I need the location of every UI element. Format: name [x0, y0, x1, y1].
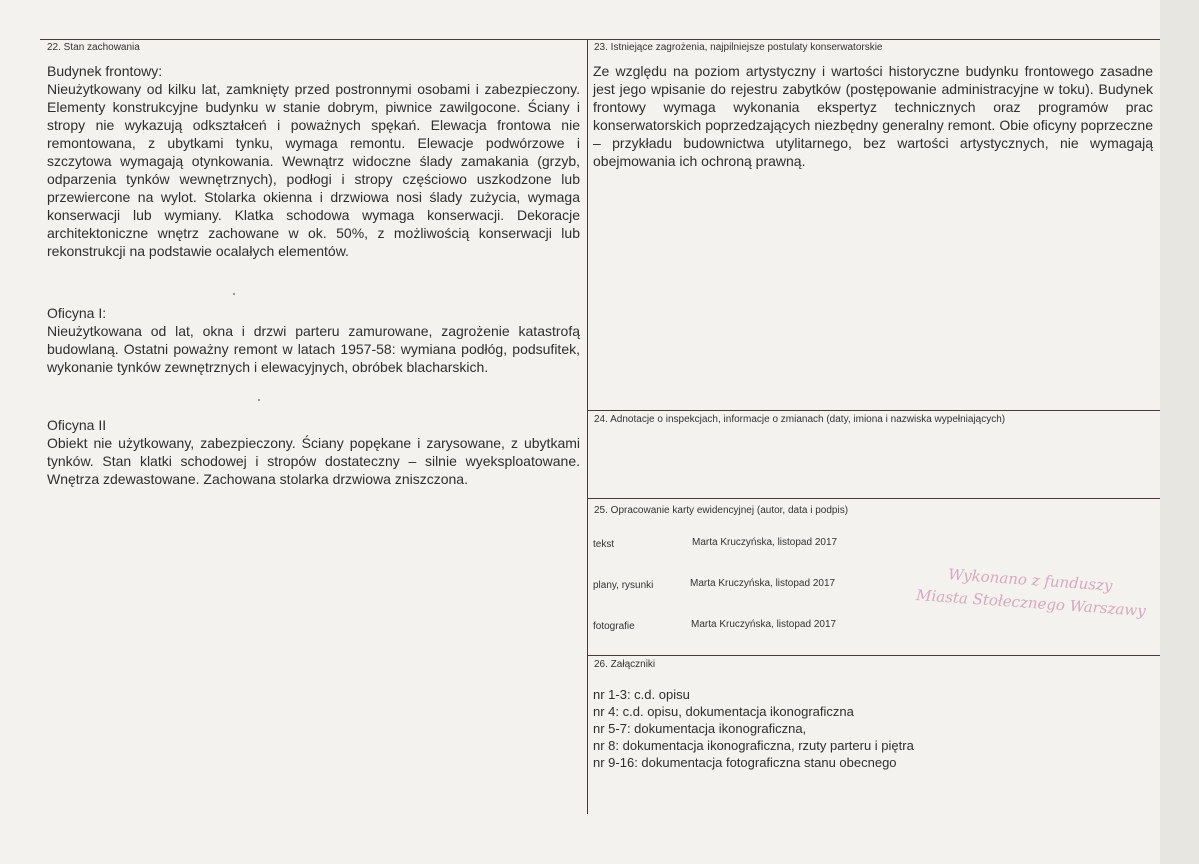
scan-speck: [258, 399, 260, 401]
section24-label: 24. Adnotacje o inspekcjach, informacje o zmianach (daty, imiona i nazwiska wypełniających): [594, 414, 1006, 425]
block-heading-oficyna-1: Oficyna I:: [47, 305, 107, 321]
section23-top-rule: [587, 39, 1160, 40]
column-divider: [587, 39, 588, 814]
section25-top-rule: [587, 498, 1160, 499]
list-item: nr 8: dokumentacja ikonograficzna, rzuty parteru i piętra: [593, 738, 914, 753]
list-item: nr 1-3: c.d. opisu: [593, 687, 690, 702]
section26-label: 26. Załączniki: [594, 659, 656, 670]
section22-label: 22. Stan zachowania: [47, 42, 140, 53]
author-row-photos-key: fotografie: [593, 621, 635, 632]
block-heading-front-building: Budynek frontowy:: [47, 63, 163, 79]
attachments-list: [593, 686, 914, 771]
author-row-text-key: tekst: [593, 539, 615, 550]
block-heading-oficyna-2: Oficyna II: [47, 417, 107, 433]
funding-stamp-line1: Wykonano z funduszy: [947, 565, 1114, 595]
author-row-text-value: Marta Kruczyńska, listopad 2017: [692, 537, 838, 548]
block-text-front-building: Nieużytkowany od kilku lat, zamknięty przed postronnymi osobami i zabezpieczony. Elementy konstrukcyjne budynku w stanie dobrym, piwnice zawilgocone. Ściany i stropy nie wykazują odkształceń i poważnych spękań. Elewacja frontowa nie remontowana, z ubytkami tynku, wymaga remontu. Elewacje podwórzowe i szczytowa wymagają otynkowania. Wewnątrz widoczne ślady zamakania (grzyb, odparzenia tynków wewnętrznych), podłogi i stropy częściowo uszkodzone lub przewiercone na wylot. Stolarka okienna i drzwiowa nosi ślady zużycia, wymaga konserwacji lub wymiany. Klatka schodowa wymaga konserwacji. Dekoracje architektoniczne wnętrz zachowane w ok. 50%, z możliwością konserwacji lub rekonstrukcji na podstawie ocalałych elementów.: [47, 81, 580, 259]
funding-stamp-line2: Miasta Stołecznego Warszawy: [915, 586, 1147, 620]
section24-top-rule: [587, 410, 1160, 411]
block-text-oficyna-1: Nieużytkowana od lat, okna i drzwi parteru zamurowane, zagrożenie katastrofą budowlaną. Ostatni poważny remont w latach 1957-58: wymiana podłóg, podsufitek, wykonanie tynków zewnętrznych i elewacyjnych, obróbek blacharskich.: [47, 323, 580, 375]
paper-edge-shadow: [1160, 0, 1199, 864]
author-row-plans-value: Marta Kruczyńska, listopad 2017: [690, 578, 836, 589]
author-row-photos-value: Marta Kruczyńska, listopad 2017: [691, 619, 837, 630]
section23-text: Ze względu na poziom artystyczny i wartości historyczne budynku frontowego zasadne jest jego wpisanie do rejestru zabytków (postępowanie administracyjne w toku). Budynek frontowy wymaga wykonania ekspertyz technicznych oraz programów prac konserwatorskich poprzedzających niezbędny generalny remont. Obie oficyny poprzeczne – przykładu budownictwa utylitarnego, bez wartości artystycznych, nie wymagają obejmowania ich ochroną prawną.: [593, 63, 1153, 169]
list-item: nr 5-7: dokumentacja ikonograficzna,: [593, 721, 807, 736]
scan-speck: [233, 293, 235, 295]
section25-label: 25. Opracowanie karty ewidencyjnej (autor, data i podpis): [594, 505, 849, 516]
section23-label: 23. Istniejące zagrożenia, najpilniejsze postulaty konserwatorskie: [594, 42, 883, 53]
author-row-plans-key: plany, rysunki: [593, 580, 654, 591]
section26-top-rule: [587, 655, 1160, 656]
list-item: nr 9-16: dokumentacja fotograficzna stanu obecnego: [593, 755, 897, 770]
list-item: nr 4: c.d. opisu, dokumentacja ikonograficzna: [593, 704, 854, 719]
section22-top-rule: [40, 39, 588, 40]
block-text-oficyna-2: Obiekt nie użytkowany, zabezpieczony. Ściany popękane i zarysowane, z ubytkami tynków. Stan klatki schodowej i stropów dostateczny – silnie wyeksploatowane. Wnętrza zdewastowane. Zachowana stolarka drzwiowa zniszczona.: [47, 435, 580, 487]
